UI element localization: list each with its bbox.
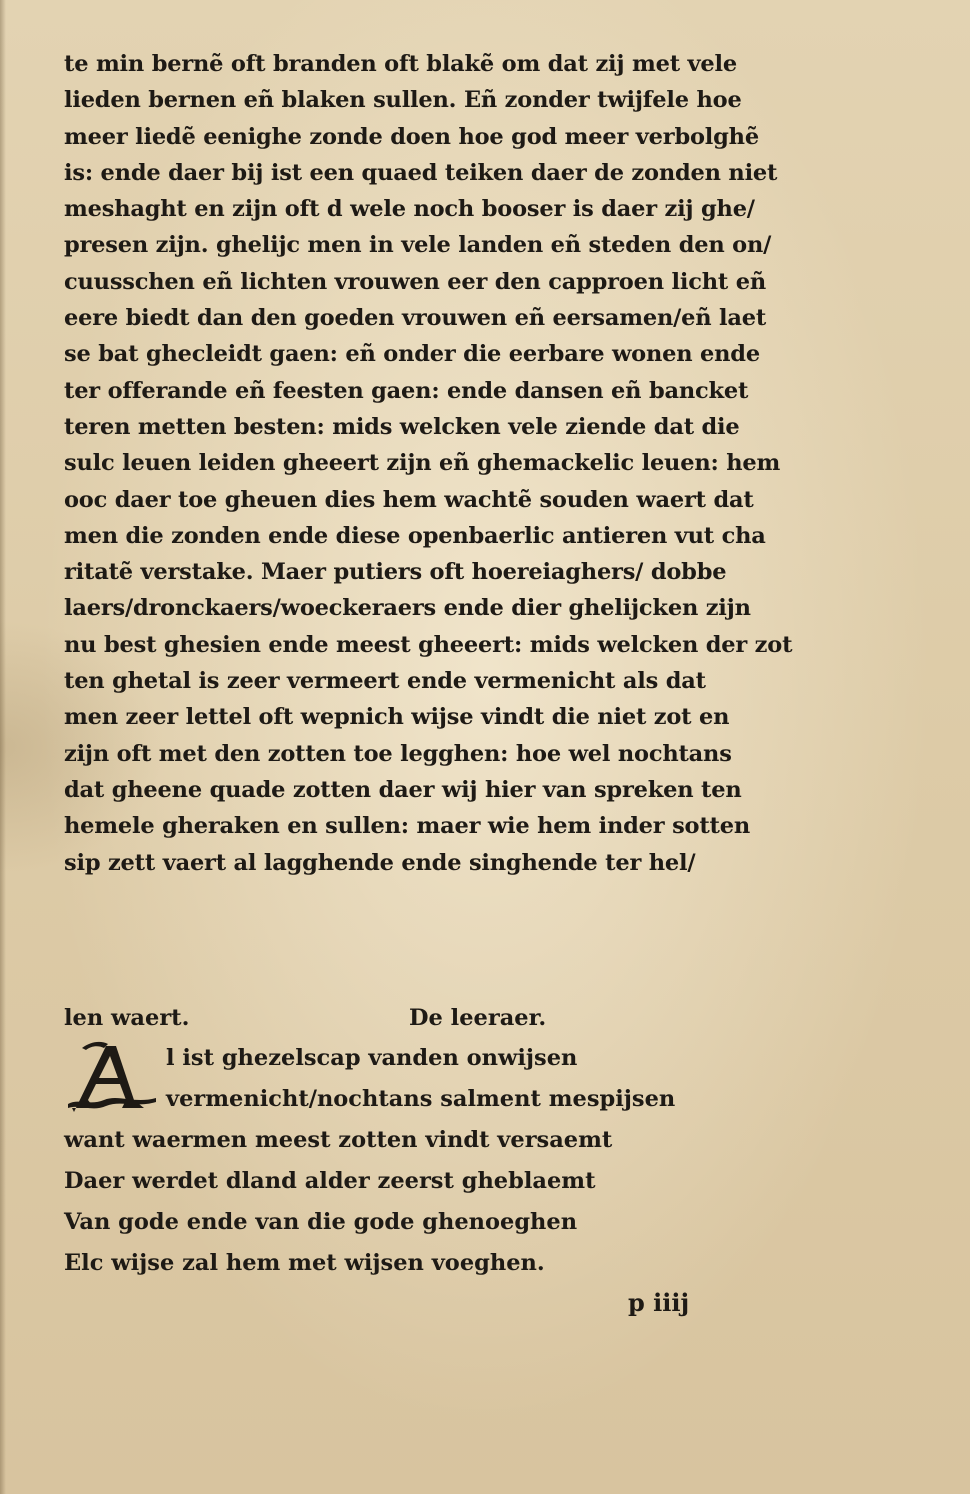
text-line: ritatẽ verstake. Maer putiers oft hoereiaghers/ dobbe [64,559,727,586]
text-line: lieden bernen eñ blaken sullen. Eñ zonder twijfele hoe [64,87,742,114]
drop-cap-initial-icon [64,1038,164,1114]
text-line: se bat ghecleidt gaen: eñ onder die eerbare wonen ende [64,341,760,368]
text-line: nu best ghesien ende meest gheeert: mids welcken der zot [64,631,793,658]
text-line-end: len waert. [64,1005,190,1031]
verse-line: Elc wijse zal hem met wijsen voeghen. [64,1250,545,1276]
verse-line: l ist ghezelscap vanden onwijsen [166,1045,578,1071]
signature-mark: p iiij [628,1288,690,1317]
text-line: ten ghetal is zeer vermeert ende vermenicht als dat [64,668,706,695]
body-text [64,46,832,881]
text-line: cuusschen eñ lichten vrouwen eer den capproen licht eñ [64,268,766,295]
verse-line: Van gode ende van die gode ghenoeghen [64,1209,578,1235]
text-line: laers/dronckaers/woeckeraers ende dier ghelijcken zijn [64,595,751,622]
page-edge-shadow [0,0,6,1494]
text-line: men zeer lettel oft wepnich wijse vindt die niet zot en [64,704,730,731]
heading-row [64,1000,832,1036]
text-line: presen zijn. ghelijc men in vele landen eñ steden den on/ [64,232,772,259]
text-line: hemele gheraken en sullen: maer wie hem inder sotten [64,813,751,840]
text-line: ooc daer toe gheuen dies hem wachtẽ souden waert dat [64,486,754,513]
verse-line: vermenicht/nochtans salment mespijsen [166,1086,676,1112]
text-line: men die zonden ende diese openbaerlic antieren vut cha [64,522,766,549]
verse-line: Daer werdet dland alder zeerst gheblaemt [64,1168,596,1194]
text-line: eere biedt dan den goeden vrouwen eñ eersamen/eñ laet [64,305,767,332]
verse-line: want waermen meest zotten vindt versaemt [64,1127,613,1153]
text-line: meshaght en zijn oft d wele noch booser is daer zij ghe/ [64,196,755,223]
text-line: is: ende daer bij ist een quaed teiken daer de zonden niet [64,159,778,186]
text-line: ter offerande eñ feesten gaen: ende dansen eñ bancket [64,377,749,404]
text-line: sulc leuen leiden gheeert zijn eñ ghemackelic leuen: hem [64,450,781,477]
text-line: te min bernẽ oft branden oft blakẽ om dat zij met vele [64,51,737,77]
text-line: meer liedẽ eenighe zonde doen hoe god meer verbolghẽ [64,123,759,150]
text-line: teren metten besten: mids welcken vele ziende dat die [64,413,740,440]
text-line: dat gheene quade zotten daer wij hier van spreken ten [64,776,742,803]
text-line: zijn oft met den zotten toe legghen: hoe wel nochtans [64,740,732,767]
verse-block [64,1038,764,1284]
section-heading: De leeraer. [409,1005,547,1031]
text-line: sip zett vaert al lagghende ende singhende ter hel/ [64,849,696,876]
